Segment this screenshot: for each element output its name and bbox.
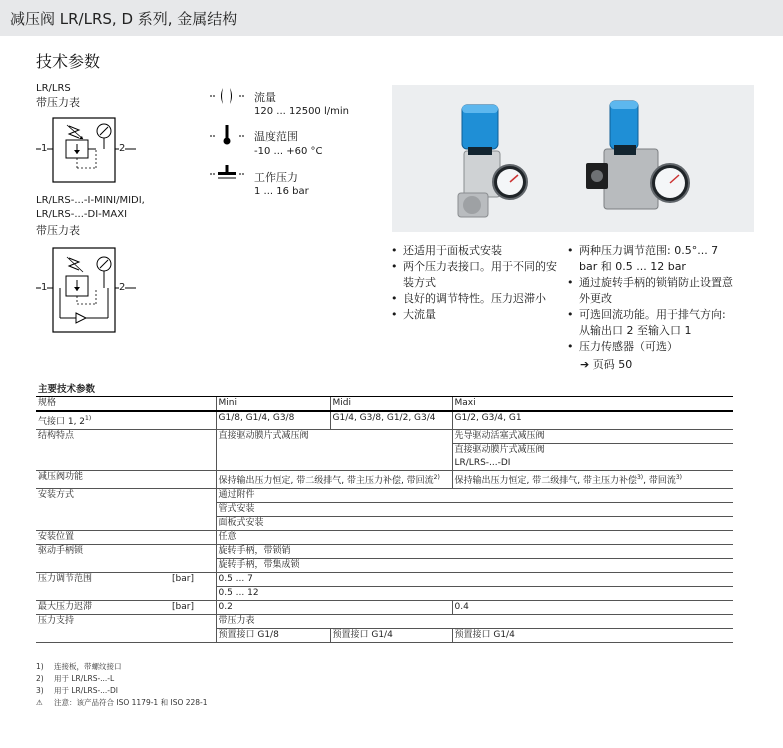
table-cell: 预置接口 G1/4 bbox=[330, 629, 452, 643]
pressure-regulator-image bbox=[392, 85, 754, 232]
symbol2-model-line1: LR/LRS-...-I-MINI/MIDI, bbox=[36, 195, 145, 206]
table-cell: G1/2, G3/4, G1 bbox=[452, 411, 733, 430]
symbol1-note: 带压力表 bbox=[36, 96, 80, 109]
table-cell: 面板式安装 bbox=[216, 517, 733, 531]
table-row-label: 安装位置 bbox=[38, 532, 75, 542]
table-header-midi: Midi bbox=[330, 397, 452, 412]
table-cell: 旋转手柄，带锁销 bbox=[216, 545, 733, 559]
footnote-item: 1) 连接板，带螺纹接口 bbox=[36, 662, 122, 671]
table-cell: 带压力表 bbox=[216, 615, 733, 629]
features-right-list bbox=[567, 243, 739, 355]
tech-data-table bbox=[36, 383, 733, 643]
section-title: 技术参数 bbox=[36, 52, 101, 71]
spec-pressure-value: 1 ... 16 bar bbox=[254, 186, 309, 197]
spec-flow-label: 流量 bbox=[254, 91, 276, 104]
footnote-item: 2) 用于 LR/LRS-...-L bbox=[36, 674, 115, 683]
table-cell: 0.5 ... 12 bbox=[216, 587, 733, 601]
table-title: 主要技术参数 bbox=[36, 383, 733, 397]
table-cell: G1/8, G1/4, G3/8 bbox=[216, 411, 330, 430]
spec-flow-value: 120 ... 12500 l/min bbox=[254, 106, 349, 117]
table-cell: 预置接口 G1/4 bbox=[452, 629, 733, 643]
table-cell: 先导驱动活塞式减压阀 bbox=[452, 430, 733, 444]
table-cell: 保持输出压力恒定, 带二级排气, 带主压力补偿$^{3)}$, 带回流$^{3)}$ bbox=[452, 471, 733, 489]
footnote-item: 3) 用于 LR/LRS-...-DI bbox=[36, 686, 119, 695]
features-left-list bbox=[391, 243, 561, 323]
product-photo bbox=[392, 85, 754, 232]
spec-temp-label: 温度范围 bbox=[254, 130, 298, 143]
footnote-item: ⚠ 注意：该产品符合 ISO 1179-1 和 ISO 228-1 bbox=[36, 698, 208, 707]
table-row-label: 驱动手柄锁 bbox=[36, 545, 216, 573]
table-cell: 保持输出压力恒定, 带二级排气, 带主压力补偿, 带回流$^{2)}$ bbox=[216, 471, 452, 489]
table-row-label: 气接口 1, 2$^{1)}$ bbox=[36, 411, 216, 430]
spec-temp-value: -10 ... +60 °C bbox=[254, 146, 323, 157]
feature-left-item: • 两个压力表接口。用于不同的安装方式 bbox=[391, 259, 561, 291]
table-cell: 管式安装 bbox=[216, 503, 733, 517]
page-header-title: 减压阀 LR/LRS, D 系列, 金属结构 bbox=[10, 10, 238, 28]
table-cell: 预置接口 G1/8 bbox=[216, 629, 330, 643]
table-header-mini: Mini bbox=[216, 397, 330, 412]
feature-left-item: • 还适用于面板式安装 bbox=[391, 243, 561, 259]
symbol2-note: 带压力表 bbox=[36, 224, 80, 237]
temperature-icon bbox=[210, 124, 244, 146]
symbol1-port1: 1 bbox=[41, 143, 48, 154]
symbol2-model-line2: LR/LRS-...-DI-MAXI bbox=[36, 209, 128, 220]
table-header-maxi: Maxi bbox=[452, 397, 733, 412]
table-header-spec: 规格 bbox=[38, 398, 57, 408]
table-row-label: 压力支持 bbox=[36, 615, 216, 643]
table-cell: 直接驱动膜片式减压阀 bbox=[452, 444, 733, 458]
table-row-label: 压力调节范围 [bar] bbox=[36, 573, 216, 601]
pressure-icon bbox=[210, 164, 244, 184]
table-cell: 通过附件 bbox=[216, 489, 733, 503]
table-row-label: 最大压力迟滞 [bar] bbox=[38, 602, 194, 612]
table-cell: 0.2 bbox=[216, 601, 452, 615]
table-row-label: 减压阀功能 bbox=[38, 472, 84, 482]
table-cell: 旋转手柄，带集成锁 bbox=[216, 559, 733, 573]
spec-pressure-label: 工作压力 bbox=[254, 171, 298, 184]
table-row-label: 结构特点 bbox=[36, 430, 216, 471]
feature-right-item: • 通过旋转手柄的锁销防止设置意外更改 bbox=[567, 275, 739, 307]
table-cell: LR/LRS-...-DI bbox=[452, 457, 733, 471]
feature-right-item: • 两种压力调节范围: 0.5°... 7 bar 和 0.5 ... 12 bar bbox=[567, 243, 739, 275]
feature-left-item: • 良好的调节特性。压力迟滞小 bbox=[391, 291, 561, 307]
feature-right-item: • 压力传感器（可选） bbox=[567, 339, 739, 355]
feature-left-item: • 大流量 bbox=[391, 307, 561, 323]
symbol1-model: LR/LRS bbox=[36, 83, 71, 94]
symbol2-port1: 1 bbox=[41, 282, 48, 293]
feature-right-item: • 可选回流功能。用于排气方向: 从输出口 2 至输入口 1 bbox=[567, 307, 739, 339]
table-cell: 直接驱动膜片式减压阀 bbox=[216, 430, 452, 471]
table-cell: 0.5 ... 7 bbox=[216, 573, 733, 587]
table-cell: 任意 bbox=[216, 531, 733, 545]
warning-icon: ⚠ bbox=[36, 698, 43, 707]
symbol2-port2: 2 bbox=[119, 282, 126, 293]
table-cell: G1/4, G3/8, G1/2, G3/4 bbox=[330, 411, 452, 430]
flow-icon bbox=[210, 86, 244, 106]
page-reference-link[interactable]: ➔ 页码 50 bbox=[580, 358, 633, 371]
symbol1-port2: 2 bbox=[119, 143, 126, 154]
table-cell: 0.4 bbox=[452, 601, 733, 615]
footnotes bbox=[36, 661, 208, 709]
table-row-label: 安装方式 bbox=[36, 489, 216, 531]
